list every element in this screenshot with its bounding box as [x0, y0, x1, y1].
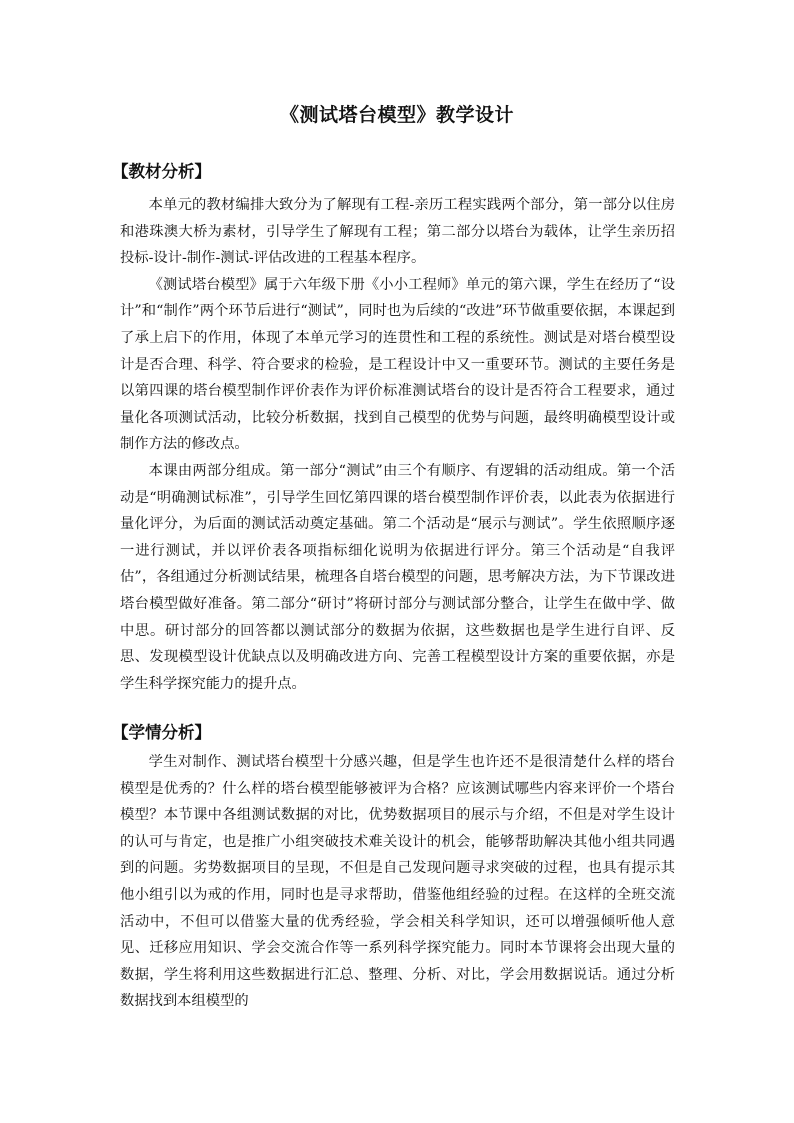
paragraph: 本单元的教材编排大致分为了解现有工程-亲历工程实践两个部分，第一部分以住房和港珠澳大桥为素材，引导学生了解现有工程；第二部分以塔台为载体，让学生亲历招投标-设计-制作-测试-评估改进的工程基本程序。 [120, 197, 675, 267]
section-heading-student-analysis: 【学情分析】 [112, 723, 211, 742]
paragraph: 学生对制作、测试塔台模型十分感兴趣，但是学生也许还不是很清楚什么样的塔台模型是优秀的？什么样的塔台模型能够被评为合格？应该测试哪些内容来评价一个塔台模型？本节课中各组测试数据的对比，优势数据项目的展示与介绍，不但是对学生设计的认可与肯定，也是推广小组突破技术难关设计的机会，能够帮助解决其他小组共同遇到的问题。劣势数据项目的呈现，不但是自己发现问题寻求突破的过程，也具有提示其他小组引以为戒的作用，同时也是寻求帮助，借鉴他组经验的过程。在这样的全班交流活动中，不但可以借鉴大量的优秀经验，学会相关科学知识，还可以增强倾听他人意见、迁移应用知识、学会交流合作等一系列科学探究能力。同时本节课将会出现大量的数据，学生将利用这些数据进行汇总、整理、分析、对比，学会用数据说话。通过分析数据找到本组模型的 [120, 754, 675, 1010]
paragraph: 《测试塔台模型》属于六年级下册《小小工程师》单元的第六课，学生在经历了“设计”和“制作”两个环节后进行“测试”，同时也为后续的“改进”环节做重要依据，本课起到了承上启下的作用，体现了本单元学习的连贯性和工程的系统性。测试是对塔台模型设计是否合理、科学、符合要求的检验，是工程设计中又一重要环节。测试的主要任务是以第四课的塔台模型制作评价表作为评价标准测试塔台的设计是否符合工程要求，通过量化各项测试活动，比较分析数据，找到自己模型的优势与问题，最终明确模型设计或制作方法的修改点。 [120, 276, 675, 453]
document-title: 《测试塔台模型》教学设计 [279, 104, 514, 126]
paragraph: 本课由两部分组成。第一部分“测试”由三个有顺序、有逻辑的活动组成。第一个活动是“明确测试标准”，引导学生回忆第四课的塔台模型制作评价表，以此表为依据进行量化评分，为后面的测试活动奠定基础。第二个活动是“展示与测试”。学生依照顺序逐一进行测试，并以评价表各项指标细化说明为依据进行评分。第三个活动是“自我评估”，各组通过分析测试结果，梳理各自塔台模型的问题，思考解决方法，为下节课改进塔台模型做好准备。第二部分“研讨”将研讨部分与测试部分整合，让学生在做中学、做中思。研讨部分的回答都以测试部分的数据为依据，这些数据也是学生进行自评、反思、发现模型设计优缺点以及明确改进方向、完善工程模型设计方案的重要依据，亦是学生科学探究能力的提升点。 [120, 462, 675, 692]
section-heading-textbook-analysis: 【教材分析】 [112, 162, 211, 181]
section-body-student-analysis [120, 749, 675, 1015]
section-body-textbook-analysis [120, 192, 675, 697]
